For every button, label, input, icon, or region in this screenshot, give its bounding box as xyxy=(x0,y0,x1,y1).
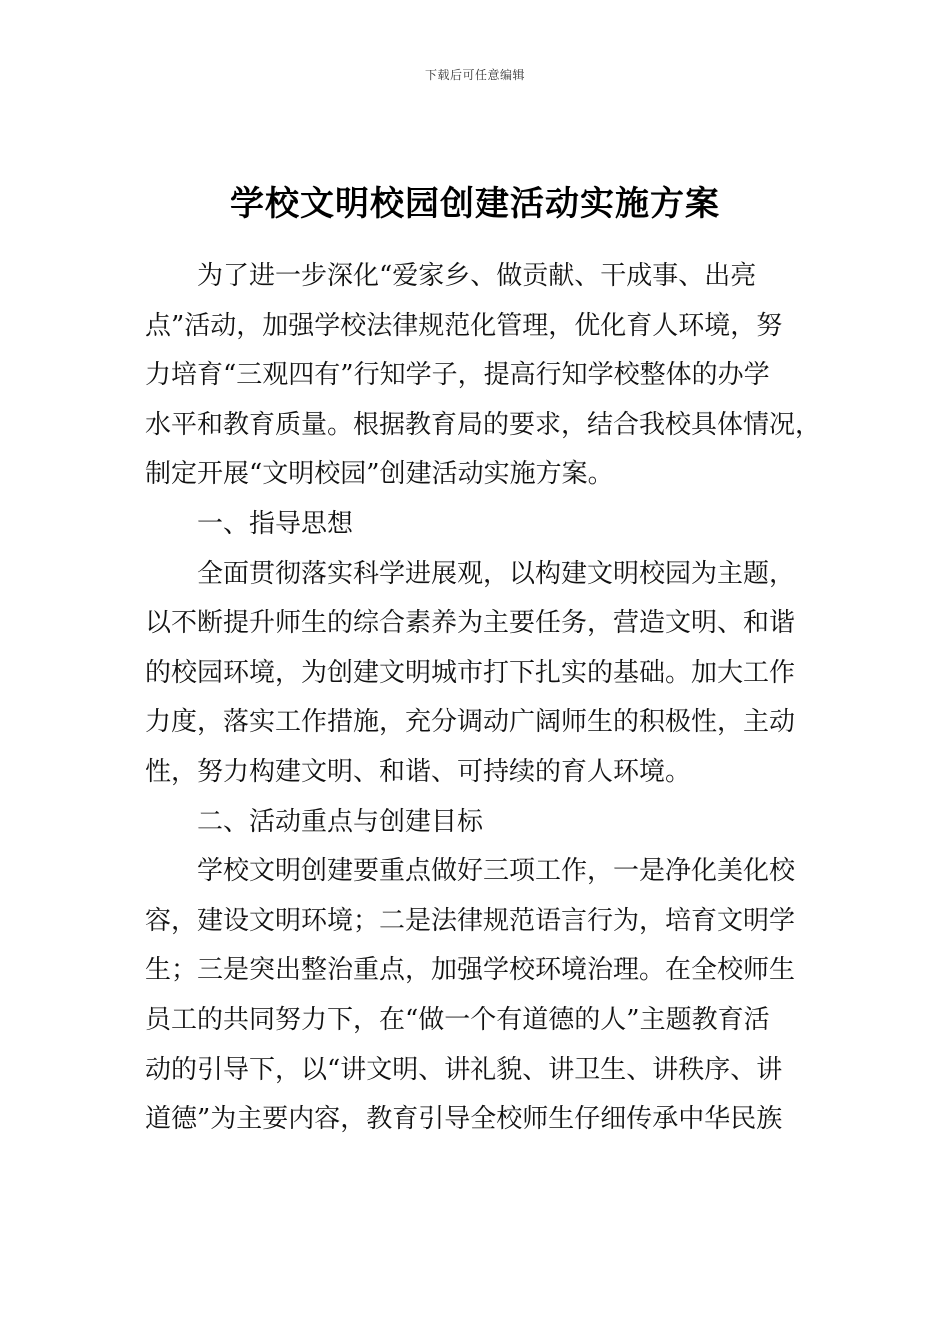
body-line: 以不断提升师生的综合素养为主要任务，营造文明、和谐 xyxy=(145,608,796,639)
body-line: 制定开展“文明校园”创建活动实施方案。 xyxy=(145,459,614,490)
body-line: 点”活动，加强学校法律规范化管理，优化育人环境，努 xyxy=(145,310,783,341)
body-line: 生；三是突出整治重点，加强学校环境治理。在全校师生 xyxy=(145,955,796,986)
body-line: 性，努力构建文明、和谐、可持续的育人环境。 xyxy=(145,756,692,787)
body-line: 水平和教育质量。根据教育局的要求，结合我校具体情况， xyxy=(145,409,822,440)
body-line: 的校园环境，为创建文明城市打下扎实的基础。加大工作 xyxy=(145,657,796,688)
section-heading-guiding-ideology: 一、指导思想 xyxy=(197,508,354,539)
body-line: 道德”为主要内容，教育引导全校师生仔细传承中华民族 xyxy=(145,1104,783,1135)
section-heading-activity-focus: 二、活动重点与创建目标 xyxy=(197,806,484,837)
body-line: 员工的共同努力下，在“做一个有道德的人”主题教育活 xyxy=(145,1004,770,1035)
body-line: 全面贯彻落实科学进展观，以构建文明校园为主题， xyxy=(197,558,796,589)
body-line: 动的引导下，以“讲文明、讲礼貌、讲卫生、讲秩序、讲 xyxy=(145,1054,783,1085)
body-line: 为了进一步深化“爱家乡、做贡献、干成事、出亮 xyxy=(197,261,757,291)
document-title: 学校文明校园创建活动实施方案 xyxy=(230,184,720,224)
body-line: 容，建设文明环境；二是法律规范语言行为，培育文明学 xyxy=(145,905,796,936)
header-note: 下载后可任意编辑 xyxy=(424,68,525,82)
body-line: 力度，落实工作措施，充分调动广阔师生的积极性，主动 xyxy=(145,707,796,738)
body-line: 力培育“三观四有”行知学子，提高行知学校整体的办学 xyxy=(145,360,770,391)
body-line: 学校文明创建要重点做好三项工作，一是净化美化校 xyxy=(197,856,796,887)
document-body xyxy=(145,252,822,1145)
